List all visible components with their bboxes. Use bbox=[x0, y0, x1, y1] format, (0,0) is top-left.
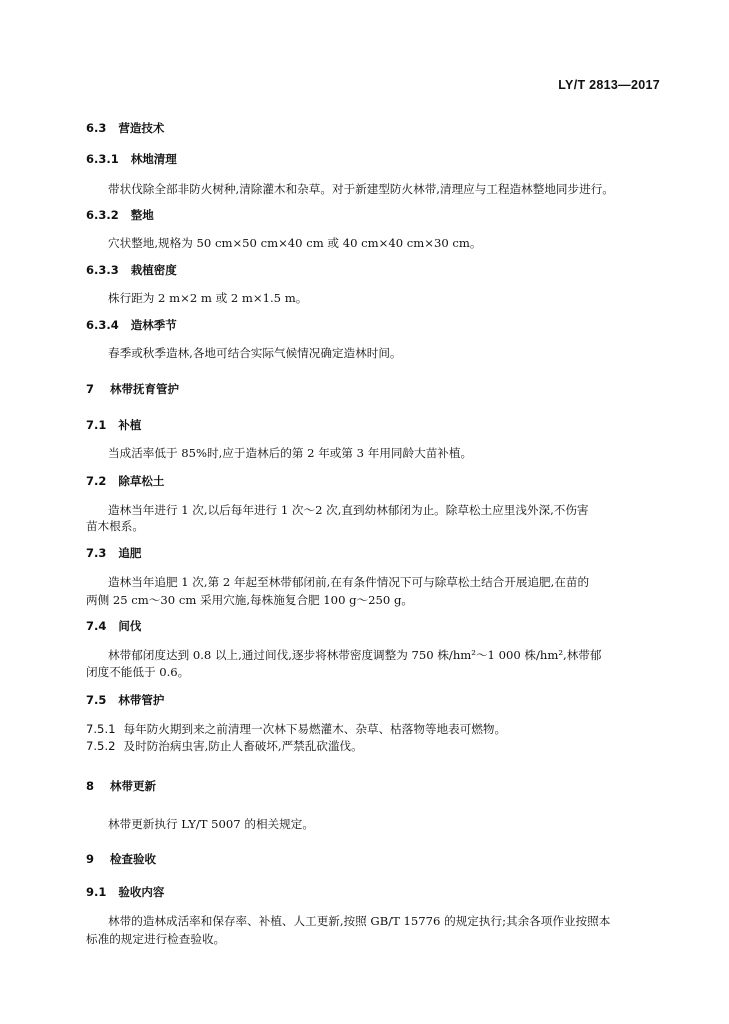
heading-7-2 bbox=[86, 473, 164, 489]
heading-title: 除草松土 bbox=[118, 474, 165, 488]
heading-title: 营造技术 bbox=[118, 121, 165, 135]
heading-7-4 bbox=[86, 618, 141, 634]
heading-title: 林地清理 bbox=[130, 152, 177, 166]
heading-7-1 bbox=[86, 417, 141, 433]
item-number: 7.5.2 bbox=[86, 739, 116, 753]
heading-number: 7.1 bbox=[86, 418, 107, 432]
heading-7-3 bbox=[86, 545, 141, 561]
heading-6-3-4 bbox=[86, 317, 177, 333]
paragraph-7-2-line-2: 苗木根系。 bbox=[86, 519, 144, 533]
heading-title: 验收内容 bbox=[118, 885, 165, 899]
heading-7-5 bbox=[86, 692, 164, 708]
item-text: 及时防治病虫害,防止人畜破坏,严禁乱砍滥伐。 bbox=[123, 739, 363, 753]
heading-title: 检查验收 bbox=[110, 852, 157, 866]
standard-code: LY/T 2813—2017 bbox=[558, 78, 660, 92]
heading-number: 7 bbox=[86, 382, 95, 396]
item-text: 每年防火期到来之前清理一次林下易燃灌木、杂草、枯落物等地表可燃物。 bbox=[123, 722, 507, 736]
paragraph-7-1: 当成活率低于 85%时,应于造林后的第 2 年或第 3 年用同龄大苗补植。 bbox=[108, 446, 473, 460]
heading-number: 6.3.2 bbox=[86, 208, 119, 222]
item-7-5-1 bbox=[86, 721, 506, 737]
paragraph-6-3-1: 带状伐除全部非防火树种,清除灌木和杂草。对于新建型防火林带,清理应与工程造林整地同步进行。 bbox=[108, 182, 614, 196]
heading-title: 追肥 bbox=[118, 546, 142, 560]
heading-6-3 bbox=[86, 120, 164, 136]
heading-title: 间伐 bbox=[118, 619, 142, 633]
heading-number: 8 bbox=[86, 779, 95, 793]
heading-7 bbox=[86, 381, 179, 397]
heading-title: 栽植密度 bbox=[130, 263, 177, 277]
item-7-5-2 bbox=[86, 738, 363, 754]
heading-title: 林带更新 bbox=[110, 779, 157, 793]
item-number: 7.5.1 bbox=[86, 722, 116, 736]
heading-title: 补植 bbox=[118, 418, 142, 432]
paragraph-6-3-2: 穴状整地,规格为 50 cm×50 cm×40 cm 或 40 cm×40 cm×30 cm。 bbox=[108, 236, 482, 250]
heading-6-3-3 bbox=[86, 262, 177, 278]
heading-number: 9.1 bbox=[86, 885, 107, 899]
heading-title: 整地 bbox=[130, 208, 154, 222]
paragraph-8: 林带更新执行 LY/T 5007 的相关规定。 bbox=[108, 817, 314, 831]
heading-number: 6.3.4 bbox=[86, 318, 119, 332]
paragraph-7-4-line-1: 林带郁闭度达到 0.8 以上,通过间伐,逐步将林带密度调整为 750 株/hm²～1 000 株/hm²,林带郁 bbox=[108, 648, 602, 662]
paragraph-6-3-4: 春季或秋季造林,各地可结合实际气候情况确定造林时间。 bbox=[108, 346, 402, 360]
paragraph-6-3-3: 株行距为 2 m×2 m 或 2 m×1.5 m。 bbox=[108, 291, 308, 305]
heading-number: 7.3 bbox=[86, 546, 107, 560]
heading-6-3-1 bbox=[86, 151, 177, 167]
paragraph-9-1-line-2: 标准的规定进行检查验收。 bbox=[86, 932, 226, 946]
heading-number: 6.3.1 bbox=[86, 152, 119, 166]
paragraph-7-4-line-2: 闭度不能低于 0.6。 bbox=[86, 665, 190, 679]
heading-number: 6.3.3 bbox=[86, 263, 119, 277]
heading-8 bbox=[86, 778, 156, 794]
paragraph-9-1-line-1: 林带的造林成活率和保存率、补植、人工更新,按照 GB/T 15776 的规定执行;其余各项作业按照本 bbox=[108, 914, 611, 928]
heading-9-1 bbox=[86, 884, 164, 900]
heading-title: 造林季节 bbox=[130, 318, 177, 332]
heading-title: 林带管护 bbox=[118, 693, 165, 707]
heading-number: 7.4 bbox=[86, 619, 107, 633]
heading-number: 9 bbox=[86, 852, 95, 866]
heading-6-3-2 bbox=[86, 207, 154, 223]
heading-number: 7.2 bbox=[86, 474, 107, 488]
heading-number: 7.5 bbox=[86, 693, 107, 707]
paragraph-7-2-line-1: 造林当年进行 1 次,以后每年进行 1 次～2 次,直到幼林郁闭为止。除草松土应里浅外深,不伤害 bbox=[108, 503, 589, 517]
heading-9 bbox=[86, 851, 156, 867]
paragraph-7-3-line-1: 造林当年追肥 1 次,第 2 年起至林带郁闭前,在有条件情况下可与除草松土结合开展追肥,在苗的 bbox=[108, 575, 590, 589]
heading-number: 6.3 bbox=[86, 121, 107, 135]
heading-title: 林带抚育管护 bbox=[110, 382, 180, 396]
paragraph-7-3-line-2: 两侧 25 cm～30 cm 采用穴施,每株施复合肥 100 g～250 g。 bbox=[86, 593, 413, 607]
